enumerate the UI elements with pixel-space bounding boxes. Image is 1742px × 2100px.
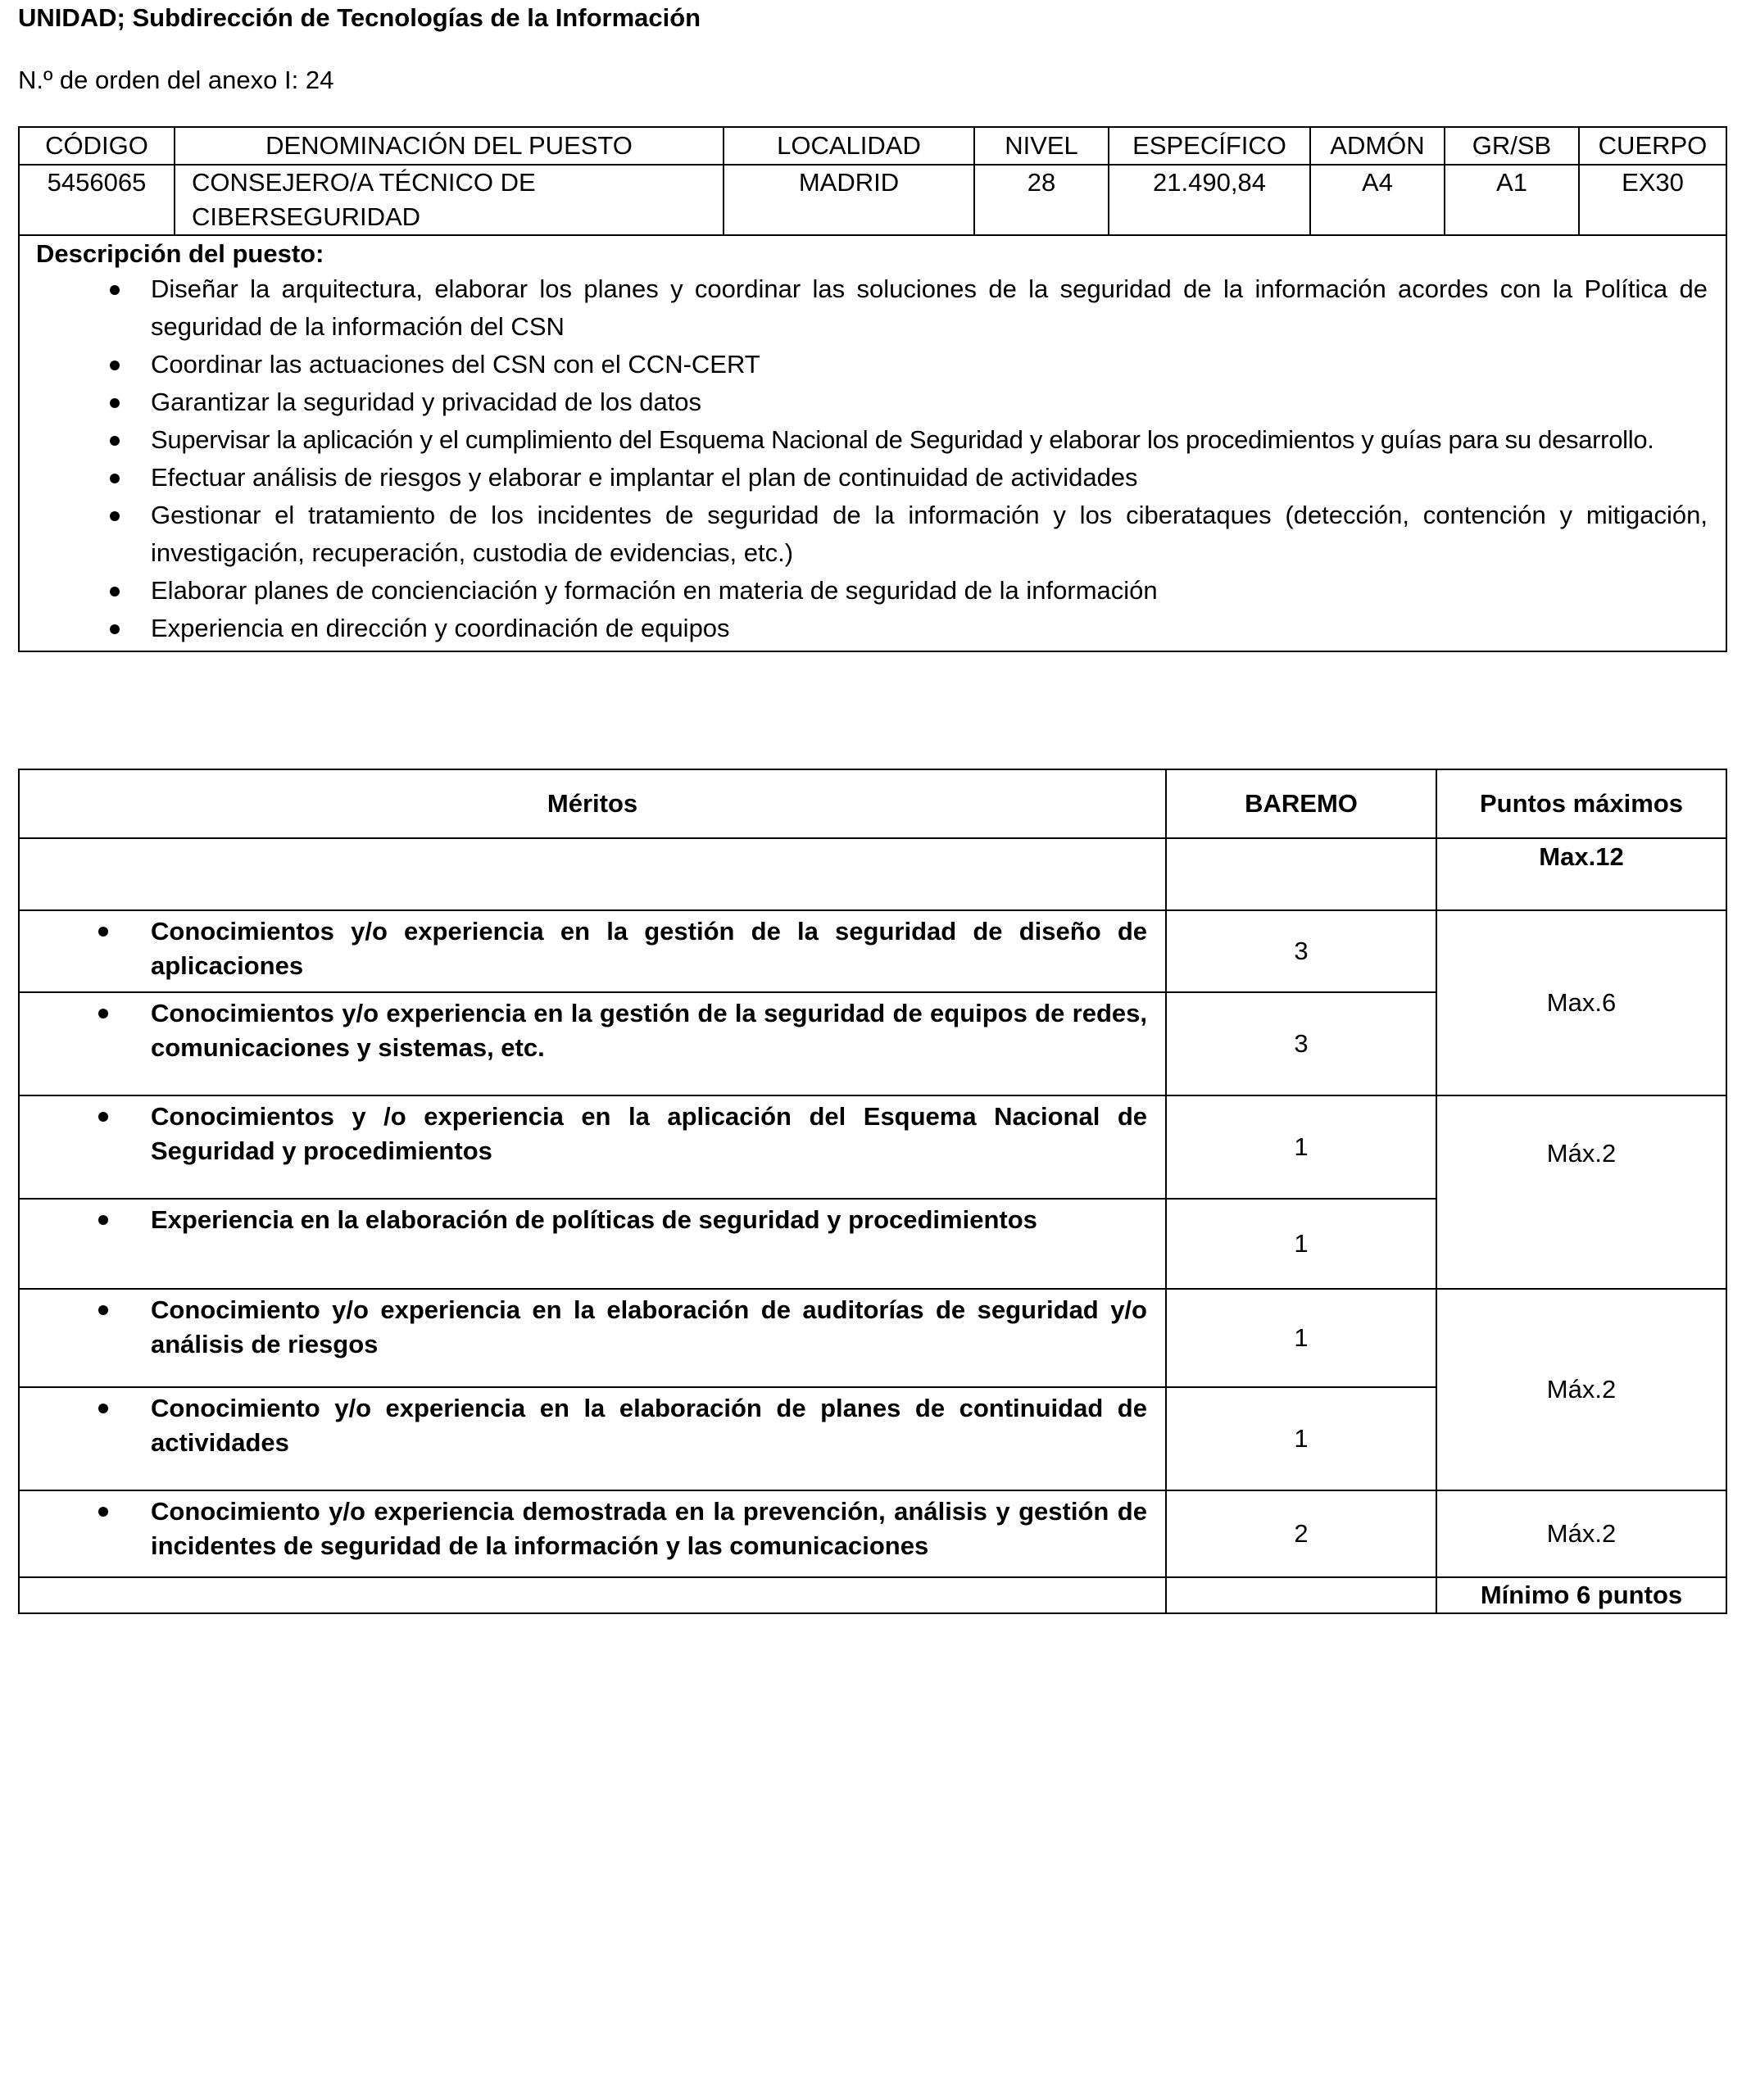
descripcion-cell — [19, 235, 1726, 651]
descripcion-item: Experiencia en dirección y coordinación de equipos — [36, 610, 1708, 647]
col-header-localidad: LOCALIDAD — [724, 127, 974, 165]
merit-row — [19, 1095, 1726, 1199]
descripcion-title: Descripción del puesto: — [36, 239, 324, 268]
descripcion-item: Coordinar las actuaciones del CSN con el CCN-CERT — [36, 346, 1708, 383]
cell-nivel: 28 — [974, 165, 1109, 235]
unidad-heading: UNIDAD; Subdirección de Tecnologías de la Información — [18, 3, 701, 32]
meritos-header: Méritos — [19, 769, 1166, 838]
cell-localidad: MADRID — [724, 165, 974, 235]
cell-cuerpo: EX30 — [1579, 165, 1726, 235]
empty-cell — [1166, 1577, 1436, 1613]
descripcion-item: Garantizar la seguridad y privacidad de los datos — [36, 383, 1708, 421]
merit-baremo: 1 — [1166, 1387, 1436, 1490]
merit-max: Máx.2 — [1436, 1490, 1726, 1577]
descripcion-list — [36, 270, 1708, 647]
merit-item: Experiencia en la elaboración de políticas de seguridad y procedimientos — [20, 1203, 1147, 1237]
merit-item: Conocimientos y/o experiencia en la gestión de la seguridad de diseño de aplicaciones — [20, 914, 1147, 983]
merit-max: Máx.2 — [1436, 1289, 1726, 1490]
max-total: Max.12 — [1436, 838, 1726, 910]
descripcion-item: Diseñar la arquitectura, elaborar los planes y coordinar las soluciones de la seguridad de la información acordes con la Política de seguridad de la información del CSN — [36, 270, 1708, 346]
merit-baremo: 1 — [1166, 1289, 1436, 1387]
merit-item-cell — [19, 1199, 1166, 1289]
meritos-table — [18, 769, 1727, 1614]
col-header-cuerpo: CUERPO — [1579, 127, 1726, 165]
merit-item-cell — [19, 1490, 1166, 1577]
empty-cell — [19, 838, 1166, 910]
col-header-denominacion: DENOMINACIÓN DEL PUESTO — [175, 127, 724, 165]
descripcion-item: Efectuar análisis de riesgos y elaborar e implantar el plan de continuidad de actividades — [36, 459, 1708, 497]
empty-cell — [1166, 838, 1436, 910]
merit-row — [19, 1289, 1726, 1387]
merit-baremo: 3 — [1166, 910, 1436, 992]
cell-codigo: 5456065 — [19, 165, 175, 235]
merit-max: Max.6 — [1436, 910, 1726, 1095]
minimo-row — [19, 1577, 1726, 1613]
puesto-header-row — [19, 127, 1726, 165]
descripcion-item: Elaborar planes de concienciación y formación en materia de seguridad de la información — [36, 572, 1708, 610]
col-header-grsb: GR/SB — [1445, 127, 1579, 165]
merit-item-cell — [19, 1387, 1166, 1490]
col-header-nivel: NIVEL — [974, 127, 1109, 165]
merit-baremo: 1 — [1166, 1095, 1436, 1199]
descripcion-item: Supervisar la aplicación y el cumplimiento del Esquema Nacional de Seguridad y elaborar los procedimientos y guías para su desarrollo. — [36, 421, 1708, 459]
merit-item-cell — [19, 1289, 1166, 1387]
cell-admon: A4 — [1310, 165, 1445, 235]
merit-item: Conocimientos y /o experiencia en la aplicación del Esquema Nacional de Seguridad y procedimientos — [20, 1100, 1147, 1168]
meritos-header-row — [19, 769, 1726, 838]
merit-item-cell — [19, 992, 1166, 1095]
minimo-puntos: Mínimo 6 puntos — [1436, 1577, 1726, 1613]
cell-grsb: A1 — [1445, 165, 1579, 235]
empty-cell — [19, 1577, 1166, 1613]
descripcion-item: Gestionar el tratamiento de los incidentes de seguridad de la información y los ciberataques (detección, contención y mitigación, investigación, recuperación, custodia de evidencias, etc.) — [36, 497, 1708, 572]
col-header-especifico: ESPECÍFICO — [1109, 127, 1310, 165]
merit-item-cell — [19, 1095, 1166, 1199]
merit-row — [19, 910, 1726, 992]
col-header-codigo: CÓDIGO — [19, 127, 175, 165]
merit-item: Conocimiento y/o experiencia en la elaboración de auditorías de seguridad y/o análisis de riesgos — [20, 1293, 1147, 1362]
merit-item-cell — [19, 910, 1166, 992]
merit-baremo: 3 — [1166, 992, 1436, 1095]
col-header-admon: ADMÓN — [1310, 127, 1445, 165]
cell-especifico: 21.490,84 — [1109, 165, 1310, 235]
descripcion-row — [19, 235, 1726, 651]
baremo-header: BAREMO — [1166, 769, 1436, 838]
merit-baremo: 1 — [1166, 1199, 1436, 1289]
puesto-table — [18, 126, 1727, 652]
meritos-total-row — [19, 838, 1726, 910]
merit-baremo: 2 — [1166, 1490, 1436, 1577]
puntos-header: Puntos máximos — [1436, 769, 1726, 838]
merit-item: Conocimientos y/o experiencia en la gestión de la seguridad de equipos de redes, comunicaciones y sistemas, etc. — [20, 996, 1147, 1065]
merit-item: Conocimiento y/o experiencia demostrada en la prevención, análisis y gestión de incidentes de seguridad de la información y las comunicaciones — [20, 1494, 1147, 1563]
orden-number: N.º de orden del anexo I: 24 — [18, 66, 334, 94]
merit-row — [19, 1490, 1726, 1577]
cell-denominacion: CONSEJERO/A TÉCNICO DE CIBERSEGURIDAD — [175, 165, 724, 235]
puesto-data-row — [19, 165, 1726, 235]
merit-item: Conocimiento y/o experiencia en la elaboración de planes de continuidad de actividades — [20, 1391, 1147, 1460]
merit-max: Máx.2 — [1436, 1095, 1726, 1289]
